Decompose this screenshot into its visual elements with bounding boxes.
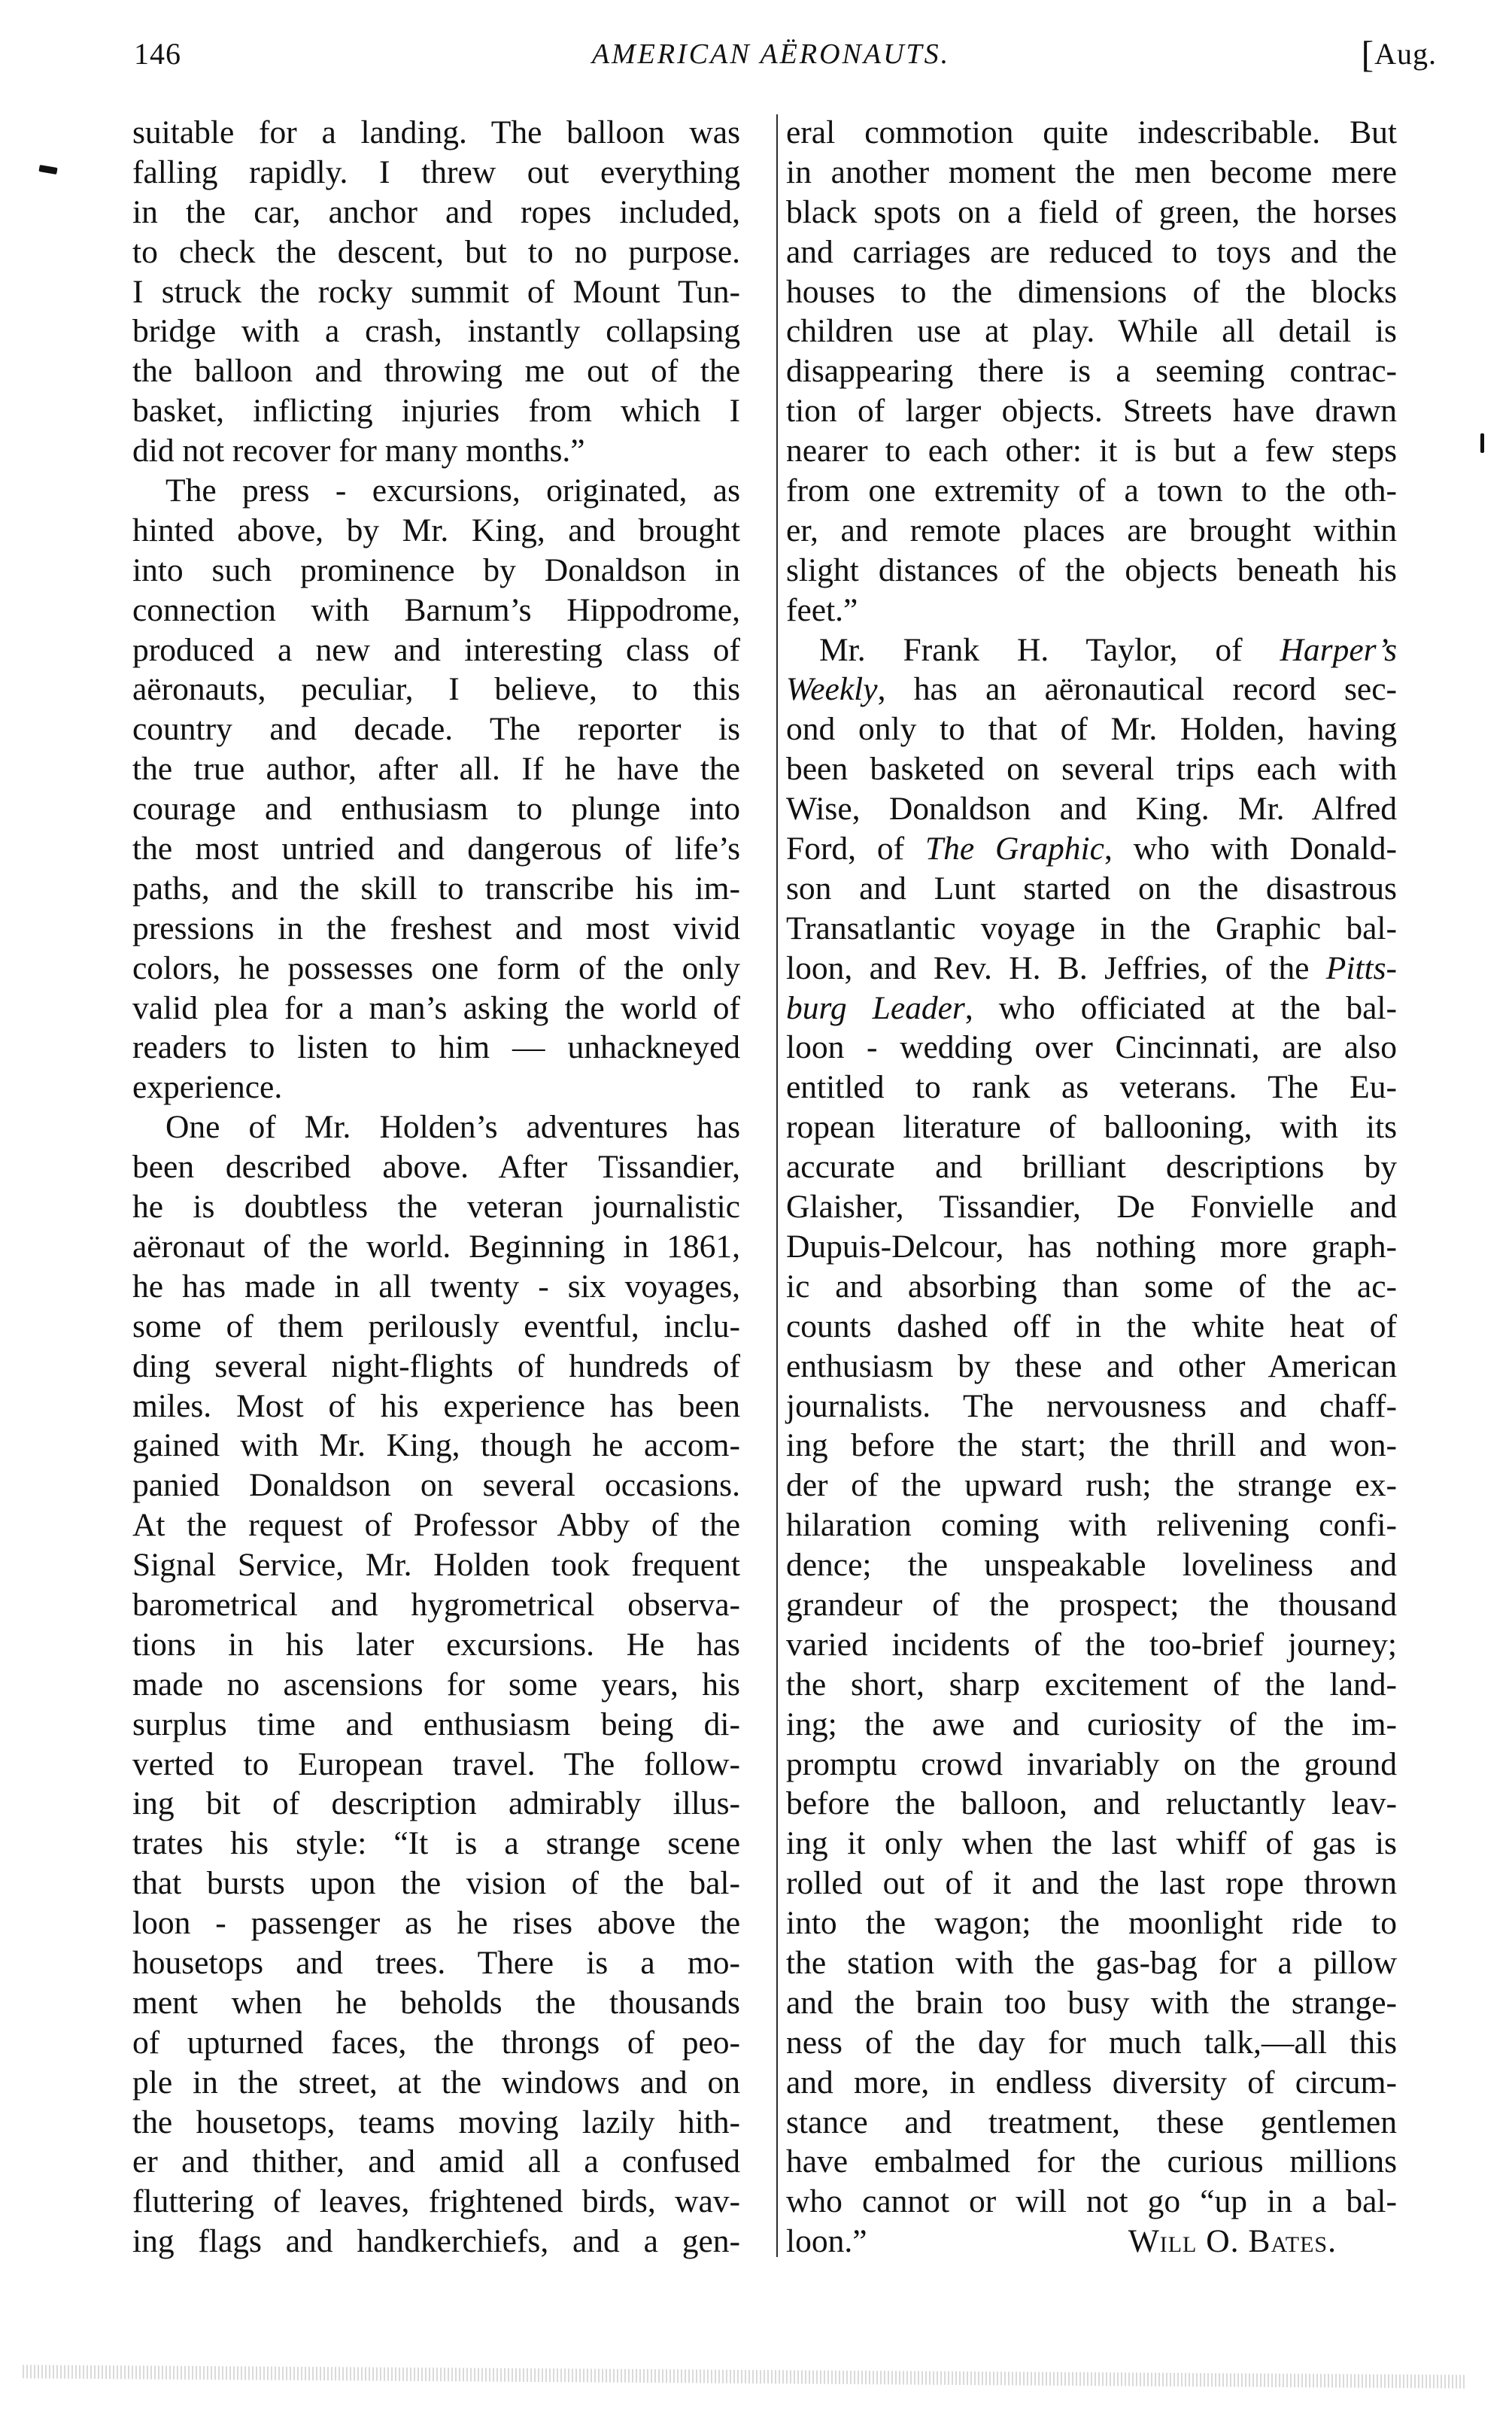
- text-line: been basketed on several trips each with: [786, 751, 1397, 788]
- text-line: hilaration coming with relivening confi-: [786, 1507, 1397, 1544]
- text-line: ing before the start; the thrill and won-: [786, 1427, 1397, 1464]
- text-line: been described above. After Tissandier,: [132, 1149, 740, 1186]
- author-signature: Will O. Bates.: [1128, 2223, 1337, 2260]
- text-line: panied Donaldson on several occasions.: [132, 1467, 740, 1504]
- text-line: der of the upward rush; the strange ex-: [786, 1467, 1397, 1504]
- margin-mark: [38, 165, 57, 175]
- text-line: ple in the street, at the windows and on: [132, 2064, 740, 2101]
- publication-title: The Graphic: [925, 831, 1104, 867]
- text-line: At the request of Professor Abby of the: [132, 1507, 740, 1544]
- text-line: colors, he possesses one form of the only: [132, 949, 740, 986]
- column-rule: [776, 114, 778, 2257]
- text-line: slight distances of the objects beneath his: [786, 551, 1397, 588]
- text-line: the balloon and throwing me out of the: [132, 353, 740, 390]
- text-line: who cannot or will not go “up in a bal-: [786, 2183, 1397, 2220]
- text-line: courage and enthusiasm to plunge into: [132, 791, 740, 828]
- text-segment: Ford, of: [786, 831, 925, 867]
- text-line: before the balloon, and reluctantly leav-: [786, 1785, 1397, 1822]
- publication-title: burg Leader: [786, 989, 965, 1026]
- text-line: country and decade. The reporter is: [132, 711, 740, 748]
- text-line: the station with the gas-bag for a pillow: [786, 1944, 1397, 1981]
- text-line: and the brain too busy with the strange-: [786, 1984, 1397, 2021]
- text-segment: loon.”: [786, 2223, 867, 2260]
- text-line: tions in his later excursions. He has: [132, 1626, 740, 1663]
- running-head: [105, 32, 1437, 77]
- text-line: ropean literature of ballooning, with its: [786, 1109, 1397, 1146]
- running-month: [1361, 32, 1437, 77]
- text-line: eral commotion quite indescribable. But: [786, 114, 1397, 150]
- text-line: surplus time and enthusiasm being di-: [132, 1706, 740, 1742]
- text-line: have embalmed for the curious millions: [786, 2143, 1397, 2180]
- text-line: some of them perilously eventful, inclu-: [132, 1308, 740, 1344]
- text-line: accurate and brilliant descriptions by: [786, 1149, 1397, 1186]
- text-line: [786, 2222, 1397, 2262]
- text-line: ing flags and handkerchiefs, and a gen-: [132, 2223, 740, 2260]
- text-line: into such prominence by Donaldson in: [132, 551, 740, 588]
- text-segment: , has an aëronautical record sec-: [877, 671, 1397, 708]
- publication-title: Weekly: [786, 671, 878, 708]
- text-line: suitable for a landing. The balloon was: [132, 114, 740, 150]
- text-line: ness of the day for much talk,—all this: [786, 2024, 1397, 2061]
- text-line: ment when he beholds the thousands: [132, 1984, 740, 2021]
- text-line: Glaisher, Tissandier, De Fonvielle and: [786, 1189, 1397, 1226]
- text-line: loon - wedding over Cincinnati, are also: [786, 1029, 1397, 1066]
- page-number: 146: [134, 37, 181, 71]
- text-line: he is doubtless the veteran journalistic: [132, 1189, 740, 1226]
- text-line: connection with Barnum’s Hippodrome,: [132, 591, 740, 628]
- paragraph-start: [786, 630, 1397, 670]
- text-line: from one extremity of a town to the oth-: [786, 472, 1397, 509]
- text-line: and more, in endless diversity of circum-: [786, 2064, 1397, 2101]
- text-line: the most untried and dangerous of life’s: [132, 831, 740, 867]
- text-line: rolled out of it and the last rope thrown: [786, 1865, 1397, 1902]
- text-line: journalists. The nervousness and chaff-: [786, 1387, 1397, 1424]
- month-label: Aug.: [1374, 37, 1437, 71]
- text-segment: , who with Donald-: [1104, 831, 1397, 867]
- left-column: [132, 113, 740, 2262]
- text-line: experience.: [132, 1069, 283, 1106]
- text-line: fluttering of leaves, frightened birds, wav-: [132, 2183, 740, 2220]
- scan-edge-noise: [23, 2365, 1467, 2388]
- text-line: son and Lunt started on the disastrous: [786, 870, 1397, 907]
- publication-title: Pitts-: [1325, 949, 1397, 986]
- paragraph-start: One of Mr. Holden’s adventures has: [165, 1109, 740, 1146]
- text-segment: Mr. Frank H. Taylor, of: [819, 631, 1280, 668]
- text-line: Signal Service, Mr. Holden took frequent: [132, 1547, 740, 1584]
- text-line: that bursts upon the vision of the bal-: [132, 1865, 740, 1902]
- text-line: [786, 949, 1397, 989]
- text-line: of upturned faces, the throngs of peo-: [132, 2024, 740, 2061]
- text-line: Wise, Donaldson and King. Mr. Alfred: [786, 791, 1397, 828]
- text-line: falling rapidly. I threw out everything: [132, 153, 740, 190]
- text-line: nearer to each other: it is but a few steps: [786, 433, 1397, 469]
- text-line: ond only to that of Mr. Holden, having: [786, 711, 1397, 748]
- text-line: did not recover for many months.”: [132, 433, 585, 469]
- text-line: ing bit of description admirably illus-: [132, 1785, 740, 1822]
- text-line: [786, 670, 1397, 709]
- text-line: housetops and trees. There is a mo-: [132, 1944, 740, 1981]
- text-line: in another moment the men become mere: [786, 153, 1397, 190]
- text-line: feet.”: [786, 591, 858, 628]
- text-line: aëronauts, peculiar, I believe, to this: [132, 671, 740, 708]
- running-title: AMERICAN AËRONAUTS.: [591, 38, 951, 70]
- text-line: trates his style: “It is a strange scene: [132, 1825, 740, 1862]
- text-line: readers to listen to him — unhackneyed: [132, 1029, 740, 1066]
- text-line: disappearing there is a seeming contrac-: [786, 353, 1397, 390]
- text-line: Transatlantic voyage in the Graphic bal-: [786, 910, 1397, 946]
- text-line: counts dashed off in the white heat of: [786, 1308, 1397, 1344]
- text-line: verted to European travel. The follow-: [132, 1745, 740, 1782]
- text-line: houses to the dimensions of the blocks: [786, 273, 1397, 310]
- text-line: ic and absorbing than some of the ac-: [786, 1268, 1397, 1305]
- right-column: [786, 113, 1397, 2262]
- text-line: er and thither, and amid all a confused: [132, 2143, 740, 2180]
- text-line: miles. Most of his experience has been: [132, 1387, 740, 1424]
- text-line: and carriages are reduced to toys and the: [786, 233, 1397, 270]
- text-line: aëronaut of the world. Beginning in 1861,: [132, 1228, 740, 1265]
- margin-mark: [1480, 433, 1484, 453]
- text-line: [786, 829, 1397, 869]
- text-line: er, and remote places are brought within: [786, 512, 1397, 548]
- text-line: hinted above, by Mr. King, and brought: [132, 512, 740, 548]
- text-line: I struck the rocky summit of Mount Tun-: [132, 273, 740, 310]
- text-line: to check the descent, but to no purpose.: [132, 233, 740, 270]
- paragraph-start: The press - excursions, originated, as: [165, 472, 740, 509]
- month-bracket: [: [1361, 33, 1375, 75]
- text-line: children use at play. While all detail is: [786, 313, 1397, 350]
- text-line: the true author, after all. If he have the: [132, 751, 740, 788]
- text-segment: loon, and Rev. H. B. Jeffries, of the: [786, 949, 1326, 986]
- text-line: gained with Mr. King, though he accom-: [132, 1427, 740, 1464]
- text-line: valid plea for a man’s asking the world of: [132, 989, 740, 1026]
- text-line: ding several night-flights of hundreds of: [132, 1347, 740, 1384]
- text-line: tion of larger objects. Streets have drawn: [786, 393, 1397, 430]
- text-line: ing it only when the last whiff of gas is: [786, 1825, 1397, 1862]
- text-line: grandeur of the prospect; the thousand: [786, 1586, 1397, 1623]
- text-line: entitled to rank as veterans. The Eu-: [786, 1069, 1397, 1106]
- text-line: dence; the unspeakable loveliness and: [786, 1547, 1397, 1584]
- text-line: into the wagon; the moonlight ride to: [786, 1905, 1397, 1942]
- text-line: barometrical and hygrometrical observa-: [132, 1586, 740, 1623]
- text-line: the short, sharp excitement of the land-: [786, 1666, 1397, 1703]
- text-line: made no ascensions for some years, his: [132, 1666, 740, 1703]
- text-line: promptu crowd invariably on the ground: [786, 1745, 1397, 1782]
- text-line: basket, inflicting injuries from which I: [132, 393, 740, 430]
- text-line: loon - passenger as he rises above the: [132, 1905, 740, 1942]
- text-line: stance and treatment, these gentlemen: [786, 2104, 1397, 2140]
- text-segment: , who officiated at the bal-: [964, 989, 1397, 1026]
- text-line: [786, 989, 1397, 1028]
- text-line: the housetops, teams moving lazily hith-: [132, 2104, 740, 2140]
- text-line: enthusiasm by these and other American: [786, 1347, 1397, 1384]
- text-line: black spots on a field of green, the horses: [786, 193, 1397, 230]
- publication-title: Harper’s: [1280, 631, 1397, 668]
- text-line: ing; the awe and curiosity of the im-: [786, 1706, 1397, 1742]
- text-line: pressions in the freshest and most vivid: [132, 910, 740, 946]
- text-line: paths, and the skill to transcribe his im-: [132, 870, 740, 907]
- text-line: bridge with a crash, instantly collapsing: [132, 313, 740, 350]
- text-line: Dupuis-Delcour, has nothing more graph-: [786, 1228, 1397, 1265]
- text-line: varied incidents of the too-brief journey;: [786, 1626, 1397, 1663]
- text-line: in the car, anchor and ropes included,: [132, 193, 740, 230]
- text-line: produced a new and interesting class of: [132, 631, 740, 668]
- text-line: he has made in all twenty - six voyages,: [132, 1268, 740, 1305]
